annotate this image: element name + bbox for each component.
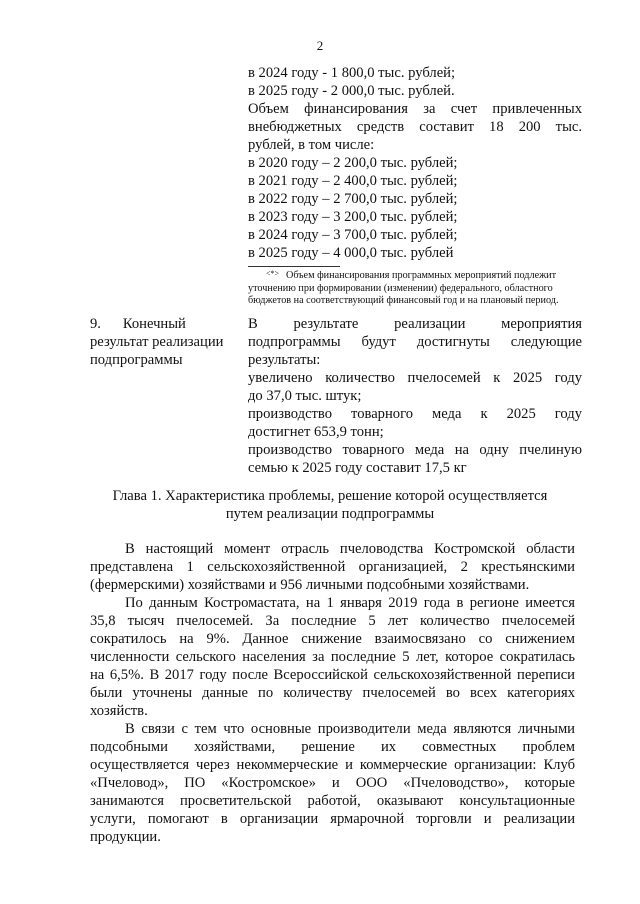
results-label-line: подпрограммы [90, 352, 183, 368]
results-text-line: до 37,0 тыс. штук; [248, 388, 362, 404]
footnote-line: Объем финансирования программных мероприятий подлежит [286, 270, 557, 281]
results-label-line: 9. Конечный [90, 316, 186, 332]
extra-budget-line: внебюджетных средств составит 18 200 тыс. [248, 119, 582, 135]
extra-budget-year: в 2021 году – 2 400,0 тыс. рублей; [248, 173, 458, 189]
paragraph-line: «Пчеловод», ПО «Костромское» и ООО «Пчеловодство», которые [90, 775, 575, 791]
paragraph-line: услуги, помогают в организации ярмарочной торговли и реализации [90, 811, 575, 827]
results-text-line: достигнет 653,9 тонн; [248, 424, 384, 440]
financing-line: в 2024 году - 1 800,0 тыс. рублей; [248, 65, 456, 81]
results-text-line: увеличено количество пчелосемей к 2025 году [248, 370, 582, 386]
extra-budget-year: в 2023 году – 3 200,0 тыс. рублей; [248, 209, 458, 225]
extra-budget-line: Объем финансирования за счет привлеченных [248, 101, 582, 117]
results-text-line: подпрограммы будут достигнуты следующие [248, 334, 582, 350]
footnote-line: бюджетов на соответствующий финансовый год и на плановый период. [248, 295, 559, 306]
extra-budget-year: в 2022 году – 2 700,0 тыс. рублей; [248, 191, 458, 207]
footnote-rule [248, 266, 340, 267]
paragraph-line: занимаются просветительской работой, оказывают консультационные [90, 793, 575, 809]
results-text-line: производство товарного меда на одну пчелиную [248, 442, 582, 458]
paragraph-line: По данным Костромастата, на 1 января 2019 года в регионе имеется [125, 595, 575, 611]
paragraph-line: В настоящий момент отрасль пчеловодства Костромской области [125, 541, 575, 557]
results-text-line: производство товарного меда к 2025 году [248, 406, 582, 422]
results-text-line: результаты: [248, 352, 321, 368]
chapter-title: Глава 1. Характеристика проблемы, решение которой осуществляется [112, 488, 548, 504]
paragraph-line: осуществляется через некоммерческие и коммерческие организации: Клуб [90, 757, 575, 773]
paragraph-line: В связи с тем что основные производители меда являются личными [125, 721, 575, 737]
paragraph-line: сократилось на 9%. Данное снижение взаимосвязано со снижением [90, 631, 575, 647]
footnote-line: уточнению при формировании (изменении) федерального, областного [248, 282, 553, 294]
page-number: 2 [316, 38, 324, 53]
paragraph-line: были уточнены данные по количеству пчелосемей во всех категориях [90, 685, 575, 701]
results-text-line: семью к 2025 году составит 17,5 кг [248, 460, 467, 476]
paragraph-line: (фермерскими) хозяйствами и 956 личными подсобными хозяйствами. [90, 577, 530, 593]
footnote-marker: <*> [266, 269, 280, 278]
extra-budget-year: в 2024 году – 3 700,0 тыс. рублей; [248, 227, 458, 243]
results-text-line: В результате реализации мероприятия [248, 316, 582, 332]
paragraph-line: представлена 1 сельскохозяйственной организацией, 2 крестьянскими [90, 559, 575, 575]
financing-line: в 2025 году - 2 000,0 тыс. рублей. [248, 83, 455, 99]
paragraph-line: подсобными хозяйствами, решение их совместных проблем [90, 739, 575, 755]
results-label-line: результат реализации [90, 334, 224, 350]
paragraph-line: численности сельского населения за последние 5 лет, которое сократилась [90, 649, 575, 665]
extra-budget-line: рублей, в том числе: [248, 137, 375, 153]
paragraph-line: на 6,5%. В 2017 году после Всероссийской сельскохозяйственной переписи [90, 667, 575, 683]
chapter-subtitle: путем реализации подпрограммы [225, 506, 435, 522]
paragraph-line: хозяйств. [90, 703, 148, 719]
paragraph-line: продукции. [90, 829, 161, 845]
extra-budget-year: в 2025 году – 4 000,0 тыс. рублей [248, 245, 454, 261]
paragraph-line: 35,8 тысяч пчелосемей. За последние 5 лет количество пчелосемей [90, 613, 575, 629]
extra-budget-year: в 2020 году – 2 200,0 тыс. рублей; [248, 155, 458, 171]
